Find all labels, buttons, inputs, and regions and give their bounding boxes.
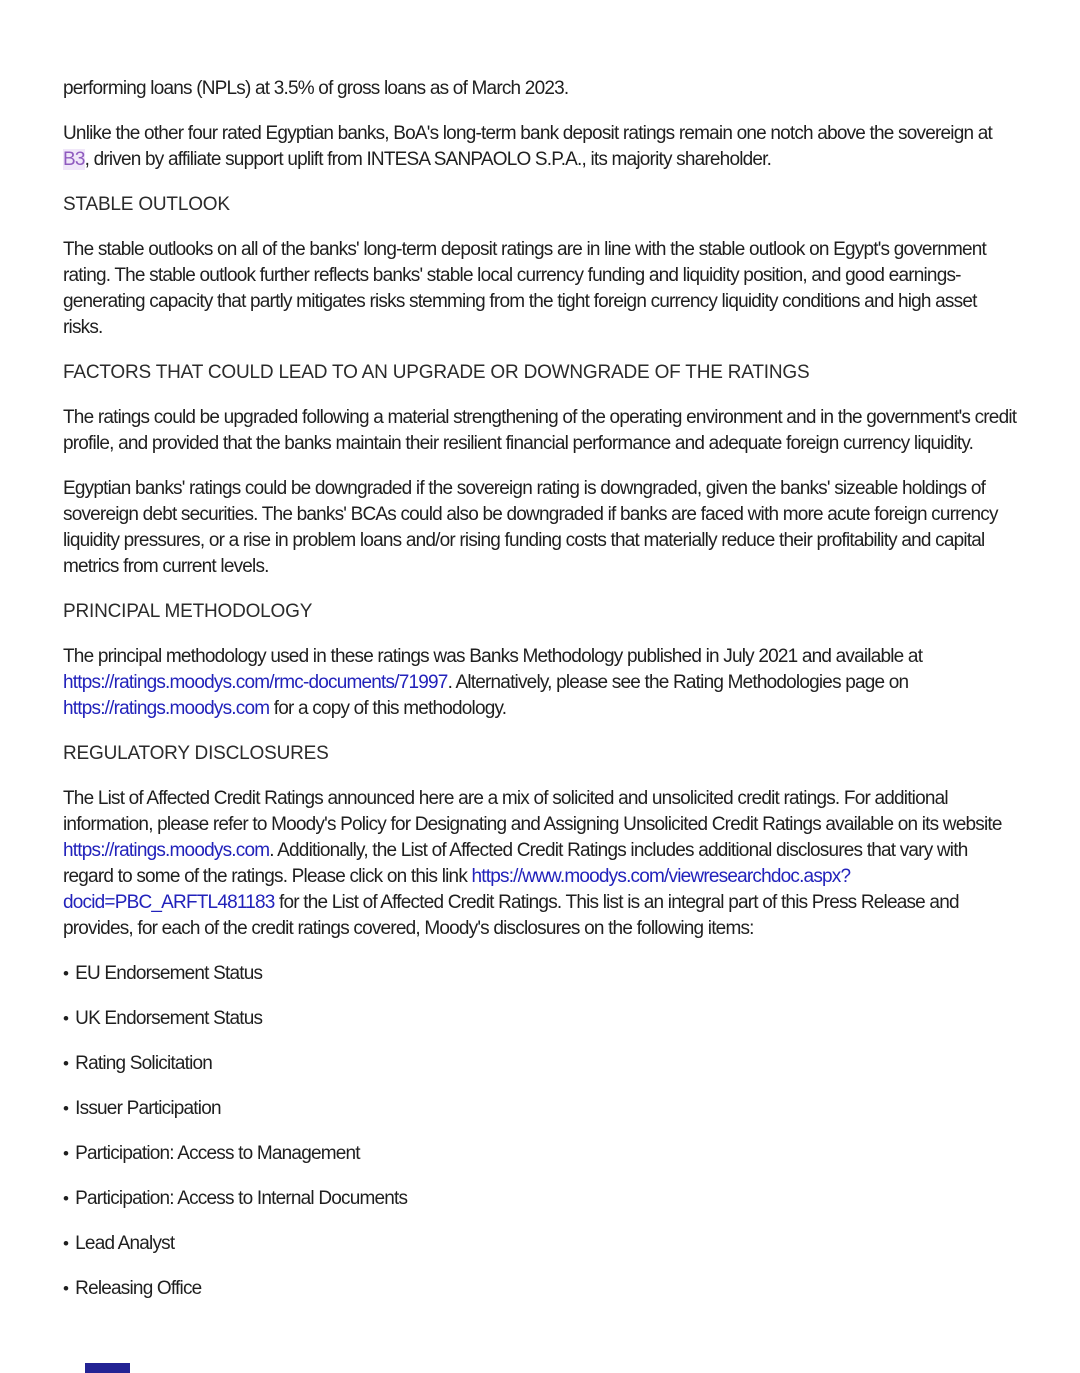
paragraph-regulatory-text-1: The List of Affected Credit Ratings announced here are a mix of solicited and unsolicited credit ratings. For additional information, please refer to Moody's Policy for Designating and Assigning Unsolicited Credit Ratings available on its website bbox=[63, 788, 1002, 835]
list-item-label: UK Endorsement Status bbox=[75, 1008, 263, 1029]
ratings-moodys-website-link[interactable]: https://ratings.moodys.com bbox=[63, 840, 270, 861]
bullet-icon: • bbox=[63, 1144, 69, 1163]
paragraph-downgrade: Egyptian banks' ratings could be downgraded if the sovereign rating is downgraded, given the banks' sizeable holdings of sovereign debt securities. The banks' BCAs could also be downgraded if banks are faced with more acute foreign currency liquidity pressures, or a rise in problem loans and/or rising funding costs that materially reduce their profitability and capital metrics from current levels. bbox=[63, 478, 998, 577]
bullet-icon: • bbox=[63, 964, 69, 983]
paragraph-methodology bbox=[63, 644, 1018, 722]
list-item-eu-endorsement bbox=[63, 961, 1018, 987]
list-item-label: Rating Solicitation bbox=[75, 1053, 213, 1074]
heading-factors: FACTORS THAT COULD LEAD TO AN UPGRADE OR DOWNGRADE OF THE RATINGS bbox=[63, 362, 810, 383]
paragraph-methodology-text-3: for a copy of this methodology. bbox=[269, 698, 507, 719]
bullet-icon: • bbox=[63, 1099, 69, 1118]
list-item-uk-endorsement bbox=[63, 1006, 1018, 1032]
heading-stable-outlook: STABLE OUTLOOK bbox=[63, 194, 230, 215]
list-item-label: EU Endorsement Status bbox=[75, 963, 263, 984]
paragraph-methodology-text-1: The principal methodology used in these ratings was Banks Methodology published in July 2021 and available at bbox=[63, 646, 923, 667]
heading-regulatory-disclosures: REGULATORY DISCLOSURES bbox=[63, 743, 329, 764]
paragraph-boa-text-2: , driven by affiliate support uplift from INTESA SANPAOLO S.P.A., its majority shareholder. bbox=[84, 149, 772, 170]
list-item-label: Releasing Office bbox=[75, 1278, 202, 1299]
list-item-label: Participation: Access to Management bbox=[75, 1143, 360, 1164]
paragraph-upgrade: The ratings could be upgraded following a material strengthening of the operating environment and in the government's credit profile, and provided that the banks maintain their resilient financial performance and adequate foreign currency liquidity. bbox=[63, 407, 1017, 454]
bullet-icon: • bbox=[63, 1054, 69, 1073]
ratings-moodys-link[interactable]: https://ratings.moodys.com bbox=[63, 698, 270, 719]
paragraph-methodology-text-2: . Alternatively, please see the Rating Methodologies page on bbox=[447, 672, 909, 693]
list-item-lead-analyst bbox=[63, 1231, 1018, 1257]
rating-b3-link[interactable]: B3 bbox=[63, 149, 85, 170]
heading-principal-methodology: PRINCIPAL METHODOLOGY bbox=[63, 601, 313, 622]
list-item-label: Participation: Access to Internal Documents bbox=[75, 1188, 408, 1209]
bullet-icon: • bbox=[63, 1189, 69, 1208]
methodology-document-link[interactable]: https://ratings.moodys.com/rmc-documents/71997 bbox=[63, 672, 448, 693]
cutoff-element-bottom bbox=[85, 1363, 130, 1373]
list-item-label: Issuer Participation bbox=[75, 1098, 221, 1119]
list-item-access-internal-documents bbox=[63, 1186, 1018, 1212]
paragraph-regulatory-text-2: . Additionally, the List of Affected Credit Ratings includes additional disclosures that vary with regard to some of the ratings. Please click on this link bbox=[63, 840, 968, 887]
paragraph-npl: performing loans (NPLs) at 3.5% of gross loans as of March 2023. bbox=[63, 78, 569, 99]
list-item-issuer-participation bbox=[63, 1096, 1018, 1122]
list-item-rating-solicitation bbox=[63, 1051, 1018, 1077]
list-item-label: Lead Analyst bbox=[75, 1233, 175, 1254]
paragraph-stable-outlook: The stable outlooks on all of the banks' long-term deposit ratings are in line with the stable outlook on Egypt's government rating. The stable outlook further reflects banks' stable local currency funding and liquidity position, and good earnings-generating capacity that partly mitigates risks stemming from the tight foreign currency liquidity conditions and high asset risks. bbox=[63, 239, 987, 338]
list-item-access-management bbox=[63, 1141, 1018, 1167]
bullet-icon: • bbox=[63, 1234, 69, 1253]
paragraph-regulatory bbox=[63, 786, 1018, 942]
affected-credit-ratings-link[interactable]: https://www.moodys.com/viewresearchdoc.aspx?docid=PBC_ARFTL481183 bbox=[63, 866, 851, 913]
bullet-icon: • bbox=[63, 1009, 69, 1028]
paragraph-boa-text-1: Unlike the other four rated Egyptian banks, BoA's long-term bank deposit ratings remain one notch above the sovereign at bbox=[63, 123, 992, 144]
list-item-releasing-office bbox=[63, 1276, 1018, 1302]
bullet-icon: • bbox=[63, 1279, 69, 1298]
paragraph-regulatory-text-3: for the List of Affected Credit Ratings. This list is an integral part of this Press Release and provides, for each of the credit ratings covered, Moody's disclosures on the following items: bbox=[63, 892, 959, 939]
paragraph-boa bbox=[63, 121, 1018, 173]
